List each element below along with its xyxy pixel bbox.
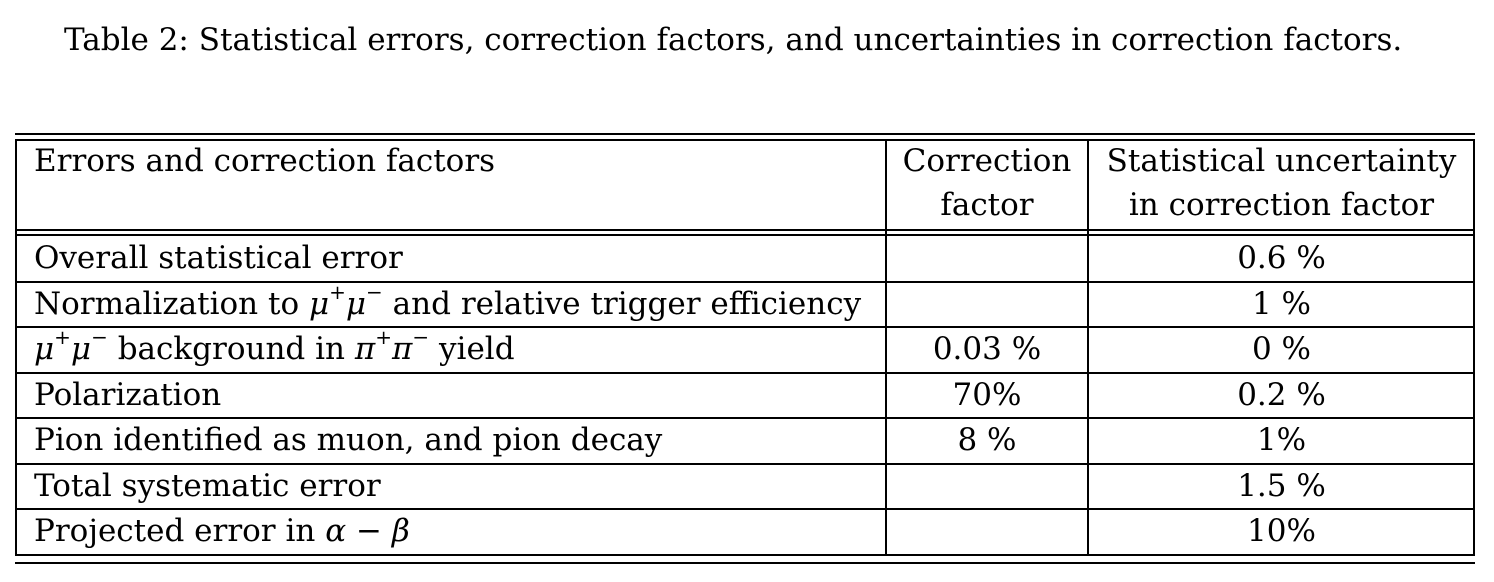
row-label-part-a: background in [117, 331, 346, 367]
header-correction-factor-line2: factor [940, 187, 1034, 223]
top-rule-outer [15, 133, 1475, 135]
header-statistical-uncertainty-line1: Statistical uncertainty [1106, 143, 1457, 179]
row-uncertainty: 0.2 % [1237, 377, 1326, 413]
caption-text: Statistical errors, correction factors, and uncertainties in correction factors. [198, 22, 1403, 58]
row-correction: 0.03 % [932, 331, 1042, 367]
row-label [34, 509, 410, 553]
mu-plus-mu-minus-symbol: μ+μ− [308, 279, 383, 322]
row-label [34, 279, 862, 326]
row-label: Total systematic error [34, 468, 381, 504]
row-label: Overall statistical error [34, 240, 403, 276]
bottom-rule-outer [15, 562, 1475, 564]
row-label-part-a: Normalization to [34, 286, 300, 322]
caption-label: Table 2: [64, 22, 189, 58]
row-correction: 8 % [957, 422, 1017, 458]
bottom-rule-inner [15, 554, 1475, 556]
row-uncertainty: 1.5 % [1237, 468, 1326, 504]
table-caption [64, 20, 1402, 60]
row-label-part-b: yield [439, 331, 515, 367]
row-uncertainty: 0 % [1251, 331, 1312, 367]
alpha-minus-beta-symbol: α − β [325, 513, 410, 549]
row-label: Polarization [34, 377, 222, 413]
row-correction: 70% [952, 377, 1022, 413]
row-label-text: Projected error in [34, 513, 316, 549]
mu-plus-mu-minus-symbol: μ+μ− [34, 324, 108, 367]
row-uncertainty: 10% [1247, 513, 1316, 549]
pi-plus-pi-minus-symbol: π+π− [354, 324, 430, 367]
table-left-border [15, 139, 17, 556]
header-correction-factor-line1: Correction [902, 143, 1072, 179]
row-label-part-b: and relative trigger efficiency [392, 286, 862, 322]
row-uncertainty: 1% [1256, 422, 1307, 458]
row-uncertainty: 1 % [1251, 286, 1312, 322]
row-label [34, 324, 515, 371]
header-rule-1 [15, 229, 1475, 231]
row-label: Pion identified as muon, and pion decay [34, 422, 663, 458]
header-statistical-uncertainty-line2: in correction factor [1128, 187, 1435, 223]
row-uncertainty: 0.6 % [1237, 240, 1326, 276]
header-errors-and-correction-factors: Errors and correction factors [34, 143, 496, 179]
